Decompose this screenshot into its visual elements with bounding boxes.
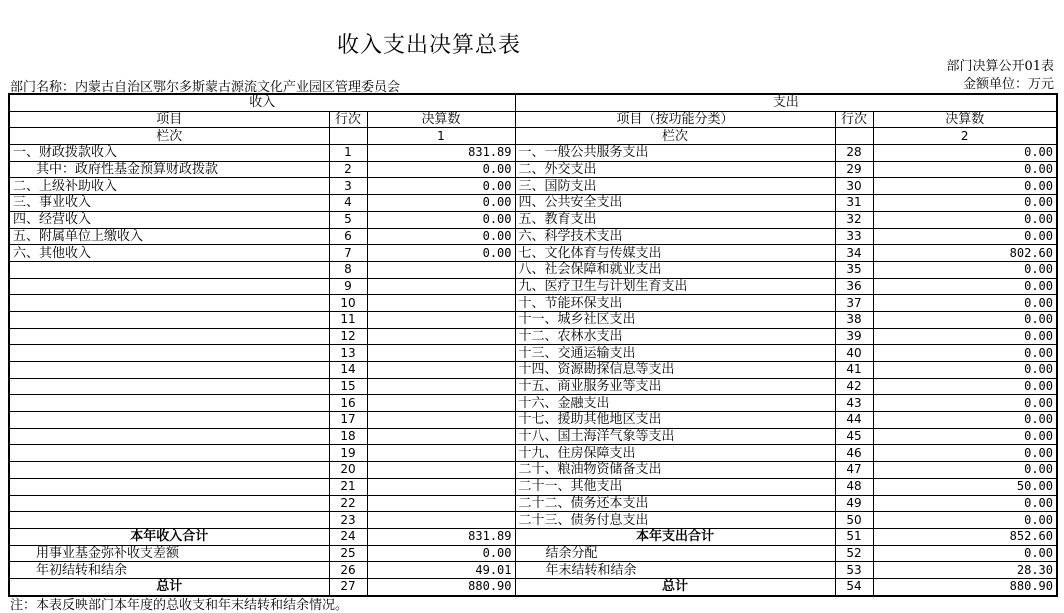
expense-line-number: 40 [835,345,873,362]
income-amount [367,462,515,479]
income-amount [367,278,515,295]
expense-line-number: 31 [835,195,873,212]
income-item [9,278,329,295]
expense-line-number: 50 [835,512,873,529]
income-amount [367,478,515,495]
expense-line-number: 42 [835,378,873,395]
expense-total-amount: 852.60 [873,528,1057,545]
expense-line-number: 36 [835,278,873,295]
expense-line-header: 行次 [835,111,873,128]
grand-total-income-amount: 880.90 [367,578,515,595]
income-line-number: 15 [329,378,367,395]
table-row [9,278,1057,295]
budget-table [8,93,1058,597]
income-item [9,495,329,512]
expense-amount: 0.00 [873,161,1057,178]
expense-item: 十六、金融支出 [515,395,835,412]
income-amount [367,345,515,362]
expense-amount: 0.00 [873,512,1057,529]
income-item: 三、事业收入 [9,195,329,212]
expense-amount: 802.60 [873,245,1057,262]
expense-line-number: 44 [835,412,873,429]
income-amount: 0.00 [367,161,515,178]
grand-total-expense-label: 总计 [515,578,835,595]
table-row [9,462,1057,479]
income-line-number: 21 [329,478,367,495]
income-amount [367,311,515,328]
table-row [9,345,1057,362]
expense-line-number: 43 [835,395,873,412]
income-line-number: 14 [329,362,367,379]
expense-item: 二十、粮油物资储备支出 [515,462,835,479]
income-amount [367,261,515,278]
income-item [9,462,329,479]
form-code: 部门决算公开01表 [946,59,1054,74]
expense-line-number: 28 [835,145,873,162]
grand-total-expense-line: 54 [835,578,873,595]
income-amount: 0.00 [367,228,515,245]
income-line-number: 19 [329,445,367,462]
income-amount [367,328,515,345]
expense-line-number: 39 [835,328,873,345]
expense-column-label: 栏次 [515,128,835,145]
carry-out-label: 年末结转和结余 [515,562,835,579]
income-line-number: 11 [329,311,367,328]
income-item [9,428,329,445]
expense-amount: 0.00 [873,178,1057,195]
expense-amount: 0.00 [873,345,1057,362]
footnote: 注：本表反映部门本年度的总收支和年末结转和结余情况。 [10,598,349,613]
income-total-line: 24 [329,528,367,545]
page-title: 收入支出决算总表 [337,33,522,58]
expense-item: 八、社会保障和就业支出 [515,261,835,278]
table-body [9,94,1057,528]
expense-line-number: 48 [835,478,873,495]
expense-amount: 0.00 [873,462,1057,479]
table-row [9,195,1057,212]
department-name: 部门名称：内蒙古自治区鄂尔多斯蒙古源流文化产业园区管理委员会 [10,80,401,95]
expense-item: 十四、资源勘探信息等支出 [515,362,835,379]
fund-line: 25 [329,545,367,562]
income-amount-header: 决算数 [367,111,515,128]
expense-item: 一、一般公共服务支出 [515,145,835,162]
carry-in-amount: 49.01 [367,562,515,579]
income-line-number: 20 [329,462,367,479]
header-row-1 [9,94,1057,111]
expense-item: 二十三、债务付息支出 [515,512,835,529]
expense-line-number: 35 [835,261,873,278]
income-amount: 0.00 [367,178,515,195]
expense-amount: 0.00 [873,412,1057,429]
surplus-line: 52 [835,545,873,562]
income-line-number: 1 [329,145,367,162]
expense-line-number: 30 [835,178,873,195]
expense-line-number: 33 [835,228,873,245]
table-row [9,395,1057,412]
income-amount [367,362,515,379]
grand-total-income-label: 总计 [9,578,329,595]
expense-amount: 0.00 [873,495,1057,512]
fund-amount: 0.00 [367,545,515,562]
income-line-number: 22 [329,495,367,512]
expense-line-number: 46 [835,445,873,462]
income-item: 五、附属单位上缴收入 [9,228,329,245]
income-item: 六、其他收入 [9,245,329,262]
income-amount [367,378,515,395]
expense-line-number: 29 [835,161,873,178]
expense-item: 七、文化体育与传媒支出 [515,245,835,262]
carryover-row [9,562,1057,579]
income-item [9,478,329,495]
expense-item-header: 项目（按功能分类） [515,111,835,128]
income-line-number: 4 [329,195,367,212]
income-amount: 0.00 [367,245,515,262]
carry-out-amount: 28.30 [873,562,1057,579]
income-line-number: 17 [329,412,367,429]
income-item [9,295,329,312]
expense-line-number: 37 [835,295,873,312]
expense-line-number: 32 [835,211,873,228]
income-item [9,345,329,362]
income-item [9,378,329,395]
income-amount: 0.00 [367,211,515,228]
income-total-amount: 831.89 [367,528,515,545]
table-row [9,228,1057,245]
expense-line-number: 49 [835,495,873,512]
table-row [9,512,1057,529]
table-row [9,261,1057,278]
table-row [9,211,1057,228]
expense-amount: 0.00 [873,195,1057,212]
table-row [9,178,1057,195]
surplus-amount: 0.00 [873,545,1057,562]
expense-item: 十二、农林水支出 [515,328,835,345]
income-line-number: 16 [329,395,367,412]
expense-amount-header: 决算数 [873,111,1057,128]
table-row [9,245,1057,262]
income-line-number: 13 [329,345,367,362]
fund-label: 用事业基金弥补收支差额 [9,545,329,562]
expense-item: 十七、援助其他地区支出 [515,412,835,429]
expense-item: 十三、交通运输支出 [515,345,835,362]
income-amount [367,428,515,445]
expense-amount: 0.00 [873,378,1057,395]
income-line-number: 2 [329,161,367,178]
income-line-number: 7 [329,245,367,262]
empty-cell [329,128,367,145]
income-line-number: 6 [329,228,367,245]
expense-item: 二、外交支出 [515,161,835,178]
expense-amount: 0.00 [873,295,1057,312]
income-amount: 831.89 [367,145,515,162]
expense-item: 二十一、其他支出 [515,478,835,495]
expense-amount: 0.00 [873,328,1057,345]
expense-line-number: 47 [835,462,873,479]
table-row [9,428,1057,445]
expense-total-label: 本年支出合计 [515,528,835,545]
expense-item: 十五、商业服务业等支出 [515,378,835,395]
expense-amount: 0.00 [873,395,1057,412]
expense-item: 二十二、债务还本支出 [515,495,835,512]
carry-out-line: 53 [835,562,873,579]
income-amount [367,395,515,412]
expense-amount: 0.00 [873,145,1057,162]
expense-amount: 0.00 [873,311,1057,328]
header-row-3 [9,128,1057,145]
expense-item: 十八、国土海洋气象等支出 [515,428,835,445]
table-row [9,328,1057,345]
expense-column-number: 2 [873,128,1057,145]
income-amount: 0.00 [367,195,515,212]
expense-item: 五、教育支出 [515,211,835,228]
expense-item: 十、节能环保支出 [515,295,835,312]
expense-item: 六、科学技术支出 [515,228,835,245]
expense-header: 支出 [515,94,1057,111]
income-item [9,311,329,328]
expense-amount: 0.00 [873,278,1057,295]
expense-amount: 0.00 [873,362,1057,379]
fund-row [9,545,1057,562]
expense-item: 三、国防支出 [515,178,835,195]
income-item [9,395,329,412]
grand-total-income-line: 27 [329,578,367,595]
table-row [9,311,1057,328]
table-row [9,412,1057,429]
income-header: 收入 [9,94,515,111]
income-item [9,512,329,529]
income-item: 二、上级补助收入 [9,178,329,195]
expense-amount: 0.00 [873,228,1057,245]
table-row [9,478,1057,495]
table-row [9,145,1057,162]
expense-line-number: 41 [835,362,873,379]
expense-amount: 0.00 [873,261,1057,278]
carry-in-line: 26 [329,562,367,579]
income-item: 一、财政拨款收入 [9,145,329,162]
expense-amount: 0.00 [873,428,1057,445]
income-column-number: 1 [367,128,515,145]
expense-item: 十九、住房保障支出 [515,445,835,462]
income-line-number: 3 [329,178,367,195]
income-line-number: 8 [329,261,367,278]
table-row [9,445,1057,462]
empty-cell [835,128,873,145]
income-amount [367,412,515,429]
income-item [9,445,329,462]
grand-total-expense-amount: 880.90 [873,578,1057,595]
form-meta [946,58,1054,94]
total-row [9,528,1057,545]
expense-line-number: 38 [835,311,873,328]
income-line-number: 9 [329,278,367,295]
expense-item: 四、公共安全支出 [515,195,835,212]
income-column-label: 栏次 [9,128,329,145]
expense-total-line: 51 [835,528,873,545]
income-line-number: 10 [329,295,367,312]
header-row-2 [9,111,1057,128]
income-amount [367,445,515,462]
income-item [9,412,329,429]
income-line-header: 行次 [329,111,367,128]
expense-line-number: 45 [835,428,873,445]
table-row [9,161,1057,178]
income-amount [367,295,515,312]
expense-amount: 0.00 [873,445,1057,462]
carry-in-label: 年初结转和结余 [9,562,329,579]
summary-body [9,528,1057,595]
income-line-number: 23 [329,512,367,529]
table-row [9,495,1057,512]
amount-unit: 金额单位：万元 [962,77,1054,92]
table-row [9,295,1057,312]
expense-item: 十一、城乡社区支出 [515,311,835,328]
surplus-label: 结余分配 [515,545,835,562]
income-amount [367,512,515,529]
income-item [9,362,329,379]
income-item: 其中：政府性基金预算财政拨款 [9,161,329,178]
expense-amount: 50.00 [873,478,1057,495]
expense-amount: 0.00 [873,211,1057,228]
income-item [9,328,329,345]
income-amount [367,495,515,512]
income-line-number: 12 [329,328,367,345]
income-line-number: 5 [329,211,367,228]
income-item-header: 项目 [9,111,329,128]
income-item [9,261,329,278]
income-total-label: 本年收入合计 [9,528,329,545]
expense-line-number: 34 [835,245,873,262]
expense-item: 九、医疗卫生与计划生育支出 [515,278,835,295]
income-item: 四、经营收入 [9,211,329,228]
table-row [9,362,1057,379]
income-line-number: 18 [329,428,367,445]
table-row [9,378,1057,395]
